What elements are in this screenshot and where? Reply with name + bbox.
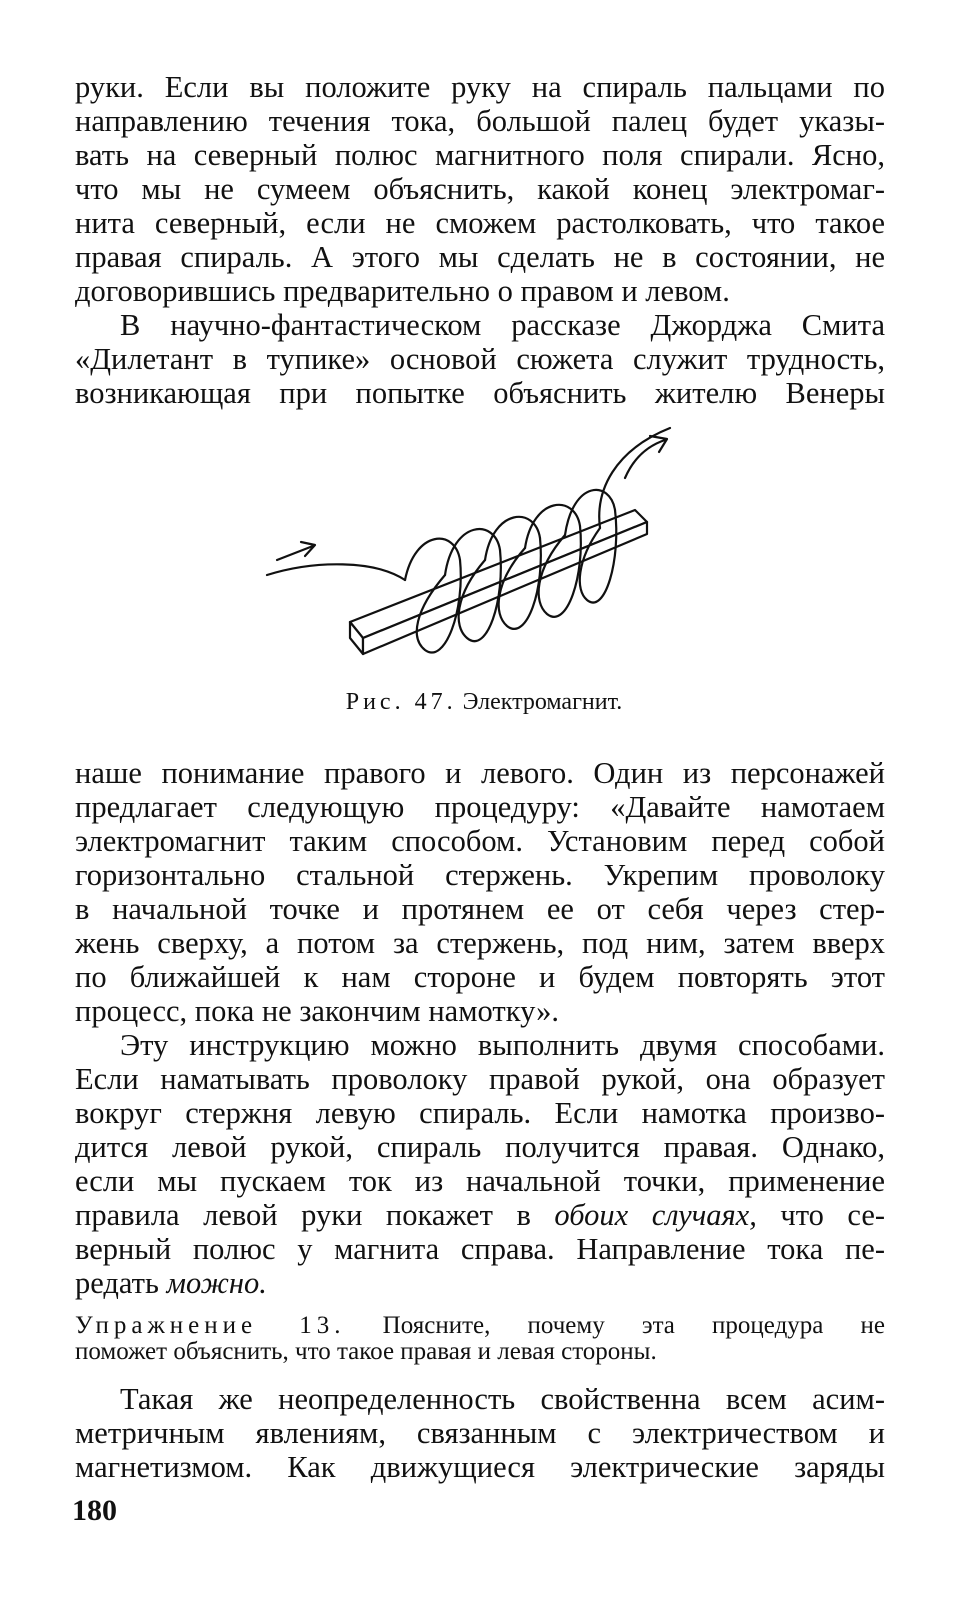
- outgoing-arrowhead: [650, 436, 667, 452]
- exercise-line: [75, 1312, 885, 1340]
- text-line: направлению течения тока, большой палец будет указы-: [75, 104, 885, 138]
- text-line: предлагает следующую процедуру: «Давайте намотаем: [75, 790, 885, 824]
- text-line: по ближайшей к нам стороне и будем повторять этот: [75, 960, 885, 994]
- electromagnet-figure: [255, 410, 685, 680]
- text-line: договорившись предварительно о правом и левом.: [75, 274, 730, 308]
- text-line: правая спираль. А этого мы сделать не в состоянии, не: [75, 240, 885, 274]
- text-line: нита северный, если не сможем растолковать, что такое: [75, 206, 885, 240]
- text-line: возникающая при попытке объяснить жителю Венеры: [75, 376, 885, 410]
- text-line: вать на северный полюс магнитного поля спирали. Ясно,: [75, 138, 885, 172]
- text-line: горизонтально стальной стержень. Укрепим проволоку: [75, 858, 885, 892]
- text-line: электромагнит таким способом. Установим перед собой: [75, 824, 885, 858]
- text-line: вокруг стержня левую спираль. Если намотка произво-: [75, 1096, 885, 1130]
- text-line: Эту инструкцию можно выполнить двумя способами.: [120, 1028, 885, 1062]
- steel-bar: [350, 510, 647, 654]
- text-line: руки. Если вы положите руку на спираль пальцами по: [75, 70, 885, 104]
- text-span: редать: [75, 1266, 167, 1300]
- figure-title: Электромагнит.: [462, 689, 623, 715]
- text-line: В научно-фантастическом рассказе Джорджа Смита: [120, 308, 885, 342]
- text-line: что мы не сумеем объяснить, какой конец электромаг-: [75, 172, 885, 206]
- text-line: если мы пускаем ток из начальной точки, применение: [75, 1164, 885, 1198]
- text-line: Такая же неопределенность свойственна всем асим-: [120, 1382, 885, 1416]
- exercise-label: Упражнение 13.: [75, 1312, 346, 1339]
- text-line: магнетизмом. Как движущиеся электрические заряды: [75, 1450, 885, 1484]
- text-line: жень сверху, а потом за стержень, под ним, затем вверх: [75, 926, 885, 960]
- figure-caption: [0, 687, 968, 717]
- text-line: «Дилетант в тупике» основой сюжета служит трудность,: [75, 342, 885, 376]
- page-number: 180: [72, 1494, 117, 1527]
- text-span: правила левой руки покажет в: [75, 1198, 555, 1232]
- outgoing-arrow-shaft: [625, 440, 665, 478]
- exercise-line: поможет объяснить, что такое правая и левая стороны.: [75, 1338, 657, 1365]
- text-span: что се-: [756, 1198, 886, 1232]
- emphasis-text: можно.: [166, 1266, 267, 1300]
- exercise-text: Поясните, почему эта процедура не: [382, 1312, 886, 1339]
- text-line: верный полюс у магнита справа. Направление тока пе-: [75, 1232, 885, 1266]
- text-line: Если наматывать проволоку правой рукой, она образует: [75, 1062, 885, 1096]
- text-line: процесс, пока не закончим намотку».: [75, 994, 559, 1028]
- text-line: дится левой рукой, спираль получится правая. Однако,: [75, 1130, 885, 1164]
- figure-label: Рис. 47.: [345, 689, 457, 715]
- emphasis-text: обоих случаях,: [554, 1198, 757, 1232]
- text-line: метричным явлениям, связанным с электричеством и: [75, 1416, 885, 1450]
- text-line: в начальной точке и протянем ее от себя через стер-: [75, 892, 885, 926]
- incoming-wire: [267, 564, 405, 580]
- text-line: [75, 1266, 885, 1300]
- text-line: наше понимание правого и левого. Один из персонажей: [75, 756, 885, 790]
- text-line: [75, 1198, 885, 1232]
